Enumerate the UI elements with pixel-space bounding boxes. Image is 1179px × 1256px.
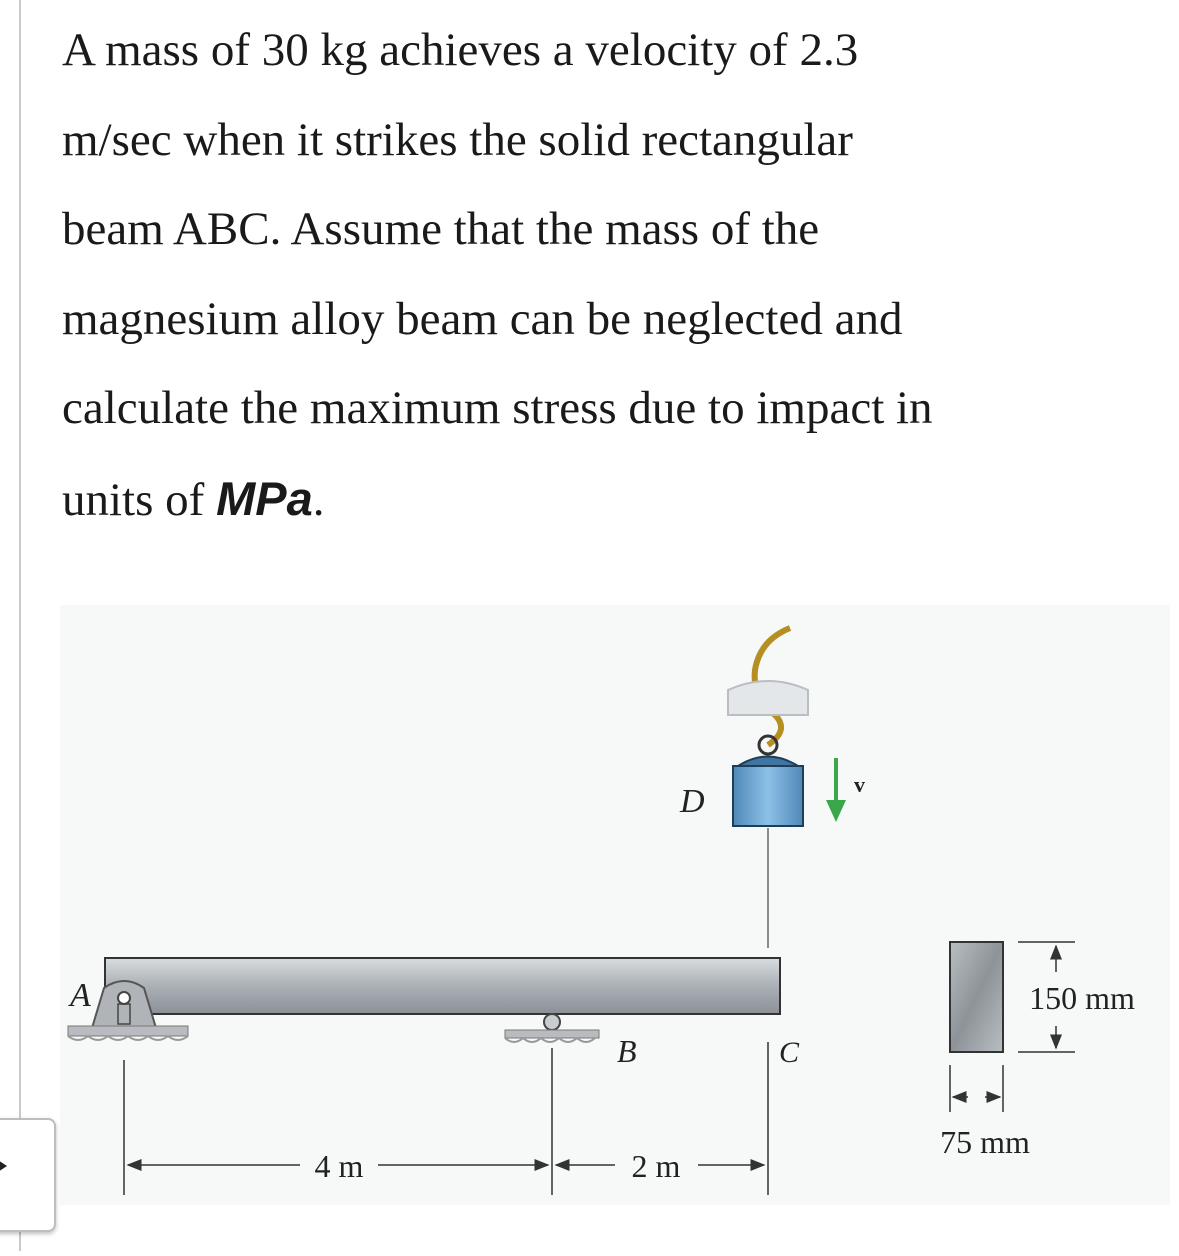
label-d: D	[680, 783, 705, 820]
span-bc-label: 2 m	[631, 1148, 681, 1184]
cross-section	[950, 942, 1003, 1052]
figure-background	[60, 605, 1170, 1205]
units-prefix: units of	[62, 473, 217, 526]
figure-svg	[0, 560, 1179, 1251]
unit-mpa: MPa	[216, 471, 313, 525]
label-a: A	[70, 977, 91, 1014]
section-height-label: 150 mm	[1029, 980, 1135, 1016]
label-v: v	[854, 772, 865, 797]
section-width-label: 75 mm	[940, 1124, 1030, 1160]
beam-impact-figure	[0, 560, 1179, 1251]
question-line-1: A mass of 30 kg achieves a velocity of 2.3	[62, 24, 859, 76]
label-b: B	[617, 1033, 637, 1069]
units-suffix: .	[312, 473, 325, 526]
question-line-6	[62, 454, 1162, 546]
question-line-3: beam ABC. Assume that the mass of the	[62, 203, 820, 255]
span-ab-label: 4 m	[314, 1148, 364, 1184]
label-c: C	[779, 1036, 800, 1069]
question-line-4: magnesium alloy beam can be neglected and	[62, 292, 903, 345]
question-line-5: calculate the maximum stress due to impact in	[62, 382, 933, 434]
question-text	[62, 6, 1162, 545]
question-line-2: m/sec when it strikes the solid rectangular	[62, 113, 853, 166]
beam-abc	[105, 958, 780, 1014]
